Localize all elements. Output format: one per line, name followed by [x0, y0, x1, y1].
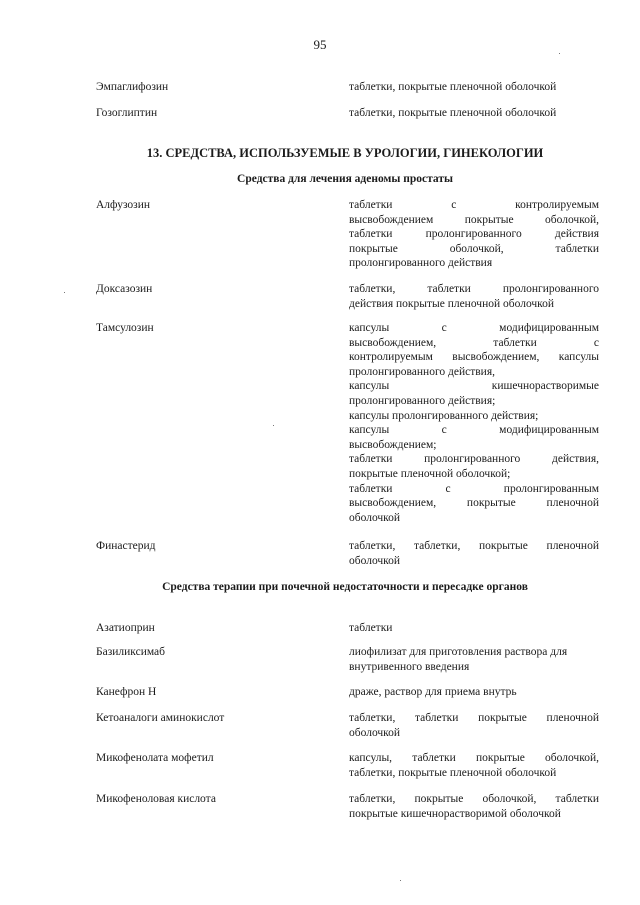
- form-line: таблетки, покрытые оболочкой, таблетки: [349, 793, 599, 805]
- drug-name: Доксазозин: [96, 283, 153, 295]
- drug-form: [349, 711, 599, 740]
- drug-name: Тамсулозин: [96, 322, 154, 334]
- form-line: капсулы, таблетки покрытые оболочкой,: [349, 752, 599, 764]
- form-line: оболочкой: [349, 511, 401, 524]
- subsection-title: Средства терапии при почечной недостаточности и пересадке органов: [162, 581, 528, 593]
- page-number: 95: [313, 37, 327, 52]
- drug-name: Канефрон Н: [96, 686, 157, 698]
- form-line: таблетки с пролонгированным: [349, 482, 599, 495]
- drug-form: [349, 321, 599, 525]
- drug-form: [349, 106, 599, 121]
- form-line: пролонгированного действия: [349, 257, 493, 270]
- section-title: 13. СРЕДСТВА, ИСПОЛЬЗУЕМЫЕ В УРОЛОГИИ, ГИНЕКОЛОГИИ: [146, 146, 544, 160]
- drug-form: [349, 685, 599, 700]
- drug-name: Азатиоприн: [96, 622, 155, 634]
- form-line: высвобождением, таблетки с: [349, 336, 599, 349]
- scan-speck: [273, 425, 274, 426]
- form-line: высвобождением, покрытые пленочной: [349, 497, 599, 510]
- drug-name: Микофенолата мофетил: [96, 752, 214, 764]
- drug-form: [349, 539, 599, 568]
- form-line: таблетки, таблетки, покрытые пленочной: [349, 540, 599, 552]
- form-line: действия покрытые пленочной оболочкой: [349, 297, 555, 310]
- drug-name: Микофеноловая кислота: [96, 793, 216, 805]
- form-line: таблетки пролонгированного действия: [349, 228, 599, 241]
- drug-form: [349, 282, 599, 311]
- drug-form: [349, 792, 599, 821]
- scan-speck: [559, 53, 560, 54]
- drug-name: Гозоглиптин: [96, 107, 158, 119]
- form-line: таблетки: [349, 622, 393, 634]
- form-line: внутривенного введения: [349, 660, 470, 673]
- form-line: высвобождением;: [349, 438, 437, 451]
- form-line: драже, раствор для приема внутрь: [349, 686, 517, 698]
- drug-form: [349, 621, 599, 636]
- form-line: оболочкой: [349, 554, 401, 567]
- form-line: таблетки, покрытые пленочной оболочкой: [349, 107, 557, 119]
- drug-name: Алфузозин: [96, 199, 151, 211]
- form-line: покрытые кишечнорастворимой оболочкой: [349, 807, 561, 820]
- form-line: таблетки с контролируемым: [349, 199, 599, 211]
- drug-form: [349, 80, 599, 95]
- form-line: пролонгированного действия;: [349, 394, 496, 407]
- drug-name: Финастерид: [96, 540, 156, 552]
- scan-speck: [400, 880, 401, 881]
- form-line: контролируемым высвобождением, капсулы: [349, 351, 599, 364]
- form-line: капсулы с модифицированным: [349, 322, 599, 334]
- drug-name: Эмпаглифозин: [96, 81, 169, 93]
- form-line: капсулы с модифицированным: [349, 424, 599, 437]
- subsection-title: Средства для лечения аденомы простаты: [237, 173, 453, 185]
- form-line: таблетки пролонгированного действия,: [349, 453, 599, 466]
- scan-speck: [64, 292, 65, 293]
- form-line: оболочкой: [349, 726, 401, 739]
- drug-form: [349, 198, 599, 271]
- form-line: капсулы кишечнорастворимые: [349, 380, 599, 393]
- form-line: покрытые пленочной оболочкой;: [349, 467, 511, 480]
- drug-name: Кетоаналоги аминокислот: [96, 712, 225, 724]
- form-line: таблетки, таблетки покрытые пленочной: [349, 712, 599, 724]
- drug-form: [349, 645, 599, 674]
- form-line: капсулы пролонгированного действия;: [349, 409, 539, 422]
- form-line: покрытые оболочкой, таблетки: [349, 242, 599, 255]
- drug-name: Базиликсимаб: [96, 646, 166, 658]
- form-line: лиофилизат для приготовления раствора для: [349, 646, 568, 658]
- form-line: таблетки, таблетки пролонгированного: [349, 283, 599, 295]
- drug-form: [349, 751, 599, 780]
- form-line: высвобождением покрытые оболочкой,: [349, 213, 599, 226]
- form-line: таблетки, покрытые пленочной оболочкой: [349, 766, 557, 779]
- form-line: таблетки, покрытые пленочной оболочкой: [349, 81, 557, 93]
- form-line: пролонгированного действия,: [349, 365, 496, 378]
